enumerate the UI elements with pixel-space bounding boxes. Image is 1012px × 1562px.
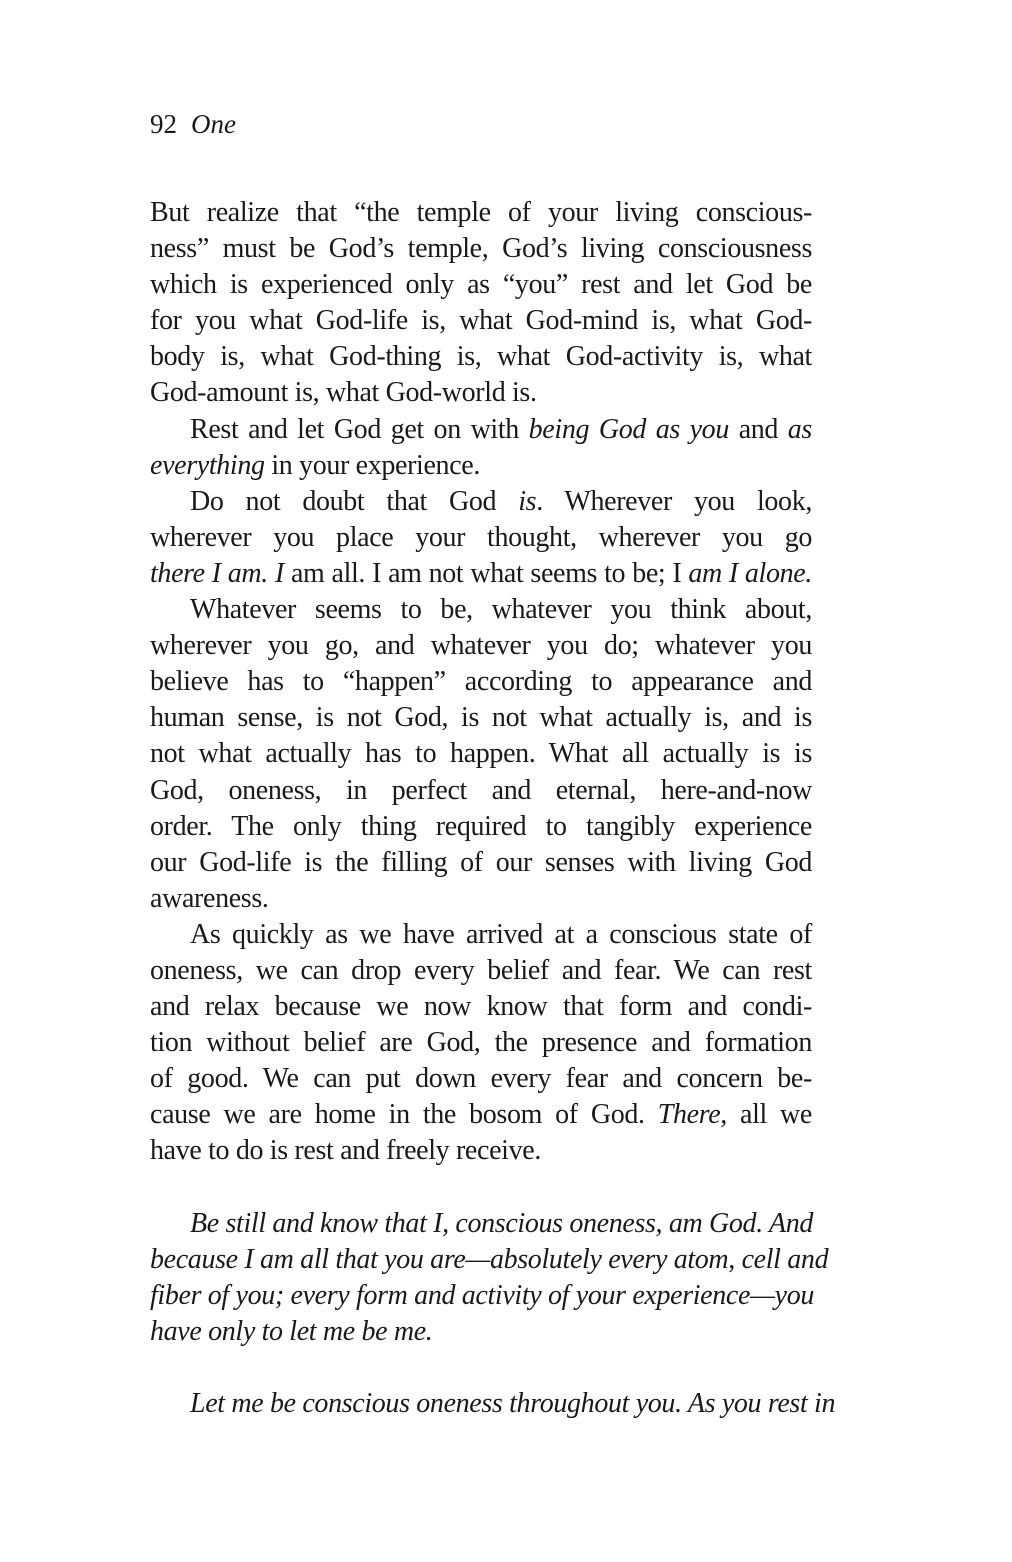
text-line: wherever you place your thought, wherever you go (150, 521, 812, 553)
text-line: which is experienced only as “you” rest and let God be (150, 269, 812, 301)
running-head-title: One (191, 109, 236, 139)
text-line: cause we are home in the bosom of God. There, all we (150, 1099, 813, 1131)
quote-line: Let me be conscious oneness throughout you. As you rest in (190, 1387, 836, 1419)
text-line: Rest and let God get on with being God as you and as (190, 413, 812, 445)
text-line: there I am. I am all. I am not what seems to be; I am I alone. (150, 557, 813, 589)
text-line: But realize that “the temple of your living conscious- (150, 197, 812, 228)
text-line: our God-life is the filling of our senses with living God (150, 846, 812, 878)
text-line: God-amount is, what God-world is. (150, 377, 537, 409)
body-text (150, 195, 836, 1422)
text-line: body is, what God-thing is, what God-activity is, what (150, 341, 812, 373)
text-line: human sense, is not God, is not what actually is, and is (150, 702, 812, 734)
running-head (150, 106, 236, 142)
text-line: of good. We can put down every fear and concern be- (150, 1063, 812, 1095)
quote-line: have only to let me be me. (150, 1315, 433, 1347)
quote-line: Be still and know that I, conscious oneness, am God. And (190, 1207, 814, 1239)
text-line: not what actually has to happen. What all actually is is (150, 738, 812, 770)
quote-line: fiber of you; every form and activity of your experience—you (150, 1279, 814, 1311)
text-line: God, oneness, in perfect and eternal, here-and-now (150, 774, 812, 806)
text-line: Whatever seems to be, whatever you think about, (190, 594, 812, 626)
text-line: As quickly as we have arrived at a conscious state of (190, 918, 812, 950)
text-line: wherever you go, and whatever you do; whatever you (150, 630, 812, 662)
text-line: Do not doubt that God is. Wherever you look, (190, 485, 812, 517)
quote-line: because I am all that you are—absolutely every atom, cell and (150, 1243, 829, 1275)
text-line: oneness, we can drop every belief and fear. We can rest (150, 954, 812, 986)
text-line: tion without belief are God, the presence and formation (150, 1027, 812, 1059)
text-line: everything in your experience. (150, 449, 481, 481)
text-line: have to do is rest and freely receive. (150, 1135, 541, 1167)
text-line: for you what God-life is, what God-mind is, what God- (150, 305, 812, 337)
text-line: and relax because we now know that form and condi- (150, 991, 812, 1023)
text-line: believe has to “happen” according to appearance and (150, 666, 812, 698)
text-line: order. The only thing required to tangibly experience (150, 810, 812, 842)
text-line: awareness. (150, 882, 269, 914)
page-number: 92 (150, 109, 177, 139)
text-line: ness” must be God’s temple, God’s living consciousness (150, 233, 812, 265)
